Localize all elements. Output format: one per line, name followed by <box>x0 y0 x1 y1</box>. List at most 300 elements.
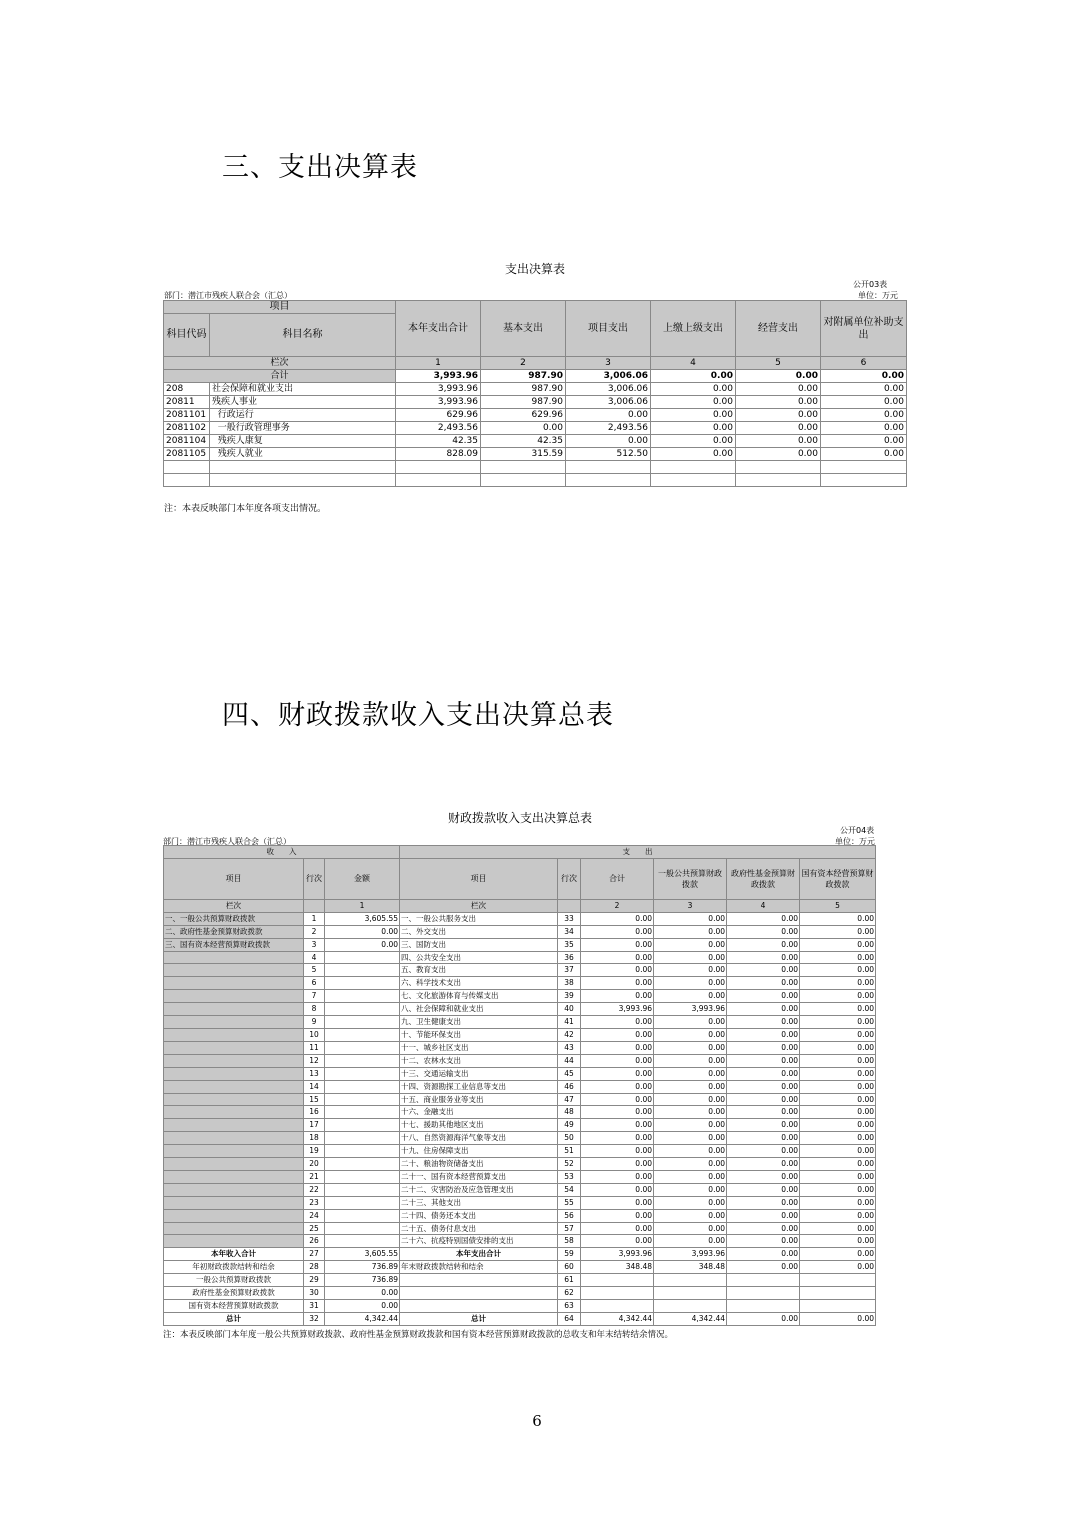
expense-value: 0.00 <box>727 1028 800 1041</box>
header-expense: 支 出 <box>400 846 876 859</box>
expense-value: 0.00 <box>727 1067 800 1080</box>
table-row <box>164 1235 876 1248</box>
line-no: 41 <box>558 1016 581 1029</box>
value-cell: 0.00 <box>736 448 821 461</box>
expense-value: 0.00 <box>800 1196 876 1209</box>
table-row <box>164 1145 876 1158</box>
expense-item: 四、公共安全支出 <box>400 951 558 964</box>
value-cell: 0.00 <box>651 435 736 448</box>
expense-value: 0.00 <box>654 1183 727 1196</box>
line-no: 10 <box>304 1028 325 1041</box>
expense-value: 0.00 <box>581 1158 654 1171</box>
table-row <box>164 1119 876 1132</box>
expense-value: 0.00 <box>581 925 654 938</box>
value-cell: 0.00 <box>736 409 821 422</box>
table-row <box>164 1028 876 1041</box>
lanci-label: 栏次 <box>164 899 304 912</box>
lanci-num: 4 <box>727 899 800 912</box>
table-row <box>164 1312 876 1325</box>
expense-value: 0.00 <box>654 1016 727 1029</box>
table-row <box>164 1248 876 1261</box>
expense-value: 0.00 <box>727 1158 800 1171</box>
income-item <box>164 1041 304 1054</box>
income-amount <box>325 1235 400 1248</box>
income-item <box>164 1235 304 1248</box>
expense-value: 0.00 <box>800 964 876 977</box>
header-project: 项目 <box>164 301 396 314</box>
expense-value <box>800 1274 876 1287</box>
expense-value: 0.00 <box>800 925 876 938</box>
total-value: 0.00 <box>651 370 736 383</box>
lanci-num: 1 <box>396 357 481 370</box>
income-amount: 736.89 <box>325 1261 400 1274</box>
line-no: 14 <box>304 1080 325 1093</box>
line-no: 13 <box>304 1067 325 1080</box>
expense-value: 0.00 <box>654 990 727 1003</box>
income-item: 国有资本经营预算财政拨款 <box>164 1300 304 1313</box>
value-cell: 0.00 <box>566 409 651 422</box>
lanci-num: 2 <box>481 357 566 370</box>
income-item: 政府性基金预算财政拨款 <box>164 1287 304 1300</box>
total-value: 0.00 <box>736 370 821 383</box>
expense-value: 0.00 <box>581 964 654 977</box>
expense-item: 五、教育支出 <box>400 964 558 977</box>
expense-value: 4,342.44 <box>654 1312 727 1325</box>
table-row <box>164 964 876 977</box>
expense-item: 十一、城乡社区支出 <box>400 1041 558 1054</box>
line-no: 39 <box>558 990 581 1003</box>
line-no: 9 <box>304 1016 325 1029</box>
table-row <box>164 409 907 422</box>
line-no: 48 <box>558 1106 581 1119</box>
expense-value: 0.00 <box>727 1054 800 1067</box>
expense-value: 0.00 <box>800 912 876 925</box>
header-code: 科目代码 <box>164 314 210 357</box>
expense-value: 0.00 <box>654 1028 727 1041</box>
income-item <box>164 1054 304 1067</box>
table-row <box>164 1300 876 1313</box>
value-cell: 2,493.56 <box>566 422 651 435</box>
line-no: 30 <box>304 1287 325 1300</box>
expense-value: 0.00 <box>581 912 654 925</box>
value-cell: 0.00 <box>821 422 907 435</box>
income-amount <box>325 1028 400 1041</box>
expense-value: 0.00 <box>654 1067 727 1080</box>
value-cell: 0.00 <box>651 448 736 461</box>
expense-value: 0.00 <box>654 951 727 964</box>
table2-form-no: 公开04表 <box>840 826 875 835</box>
table2-unit: 单位：万元 <box>835 837 875 846</box>
table1-form-no: 公开03表 <box>853 280 888 289</box>
expense-value: 0.00 <box>800 1158 876 1171</box>
lanci-num: 2 <box>581 899 654 912</box>
section4-title: 四、财政拨款收入支出决算总表 <box>222 700 614 731</box>
value-cell: 987.90 <box>481 383 566 396</box>
income-amount <box>325 1132 400 1145</box>
expense-item: 十九、住房保障支出 <box>400 1145 558 1158</box>
expense-value <box>654 1287 727 1300</box>
value-cell: 0.00 <box>821 409 907 422</box>
income-amount <box>325 1183 400 1196</box>
line-no: 49 <box>558 1119 581 1132</box>
expense-value: 0.00 <box>727 1170 800 1183</box>
expense-item: 二十五、债务付息支出 <box>400 1222 558 1235</box>
expense-value <box>654 1300 727 1313</box>
expense-value: 0.00 <box>654 938 727 951</box>
table-row <box>164 1067 876 1080</box>
expense-value: 3,993.96 <box>581 1248 654 1261</box>
income-amount <box>325 1209 400 1222</box>
line-no: 23 <box>304 1196 325 1209</box>
expense-value: 0.00 <box>800 1132 876 1145</box>
income-amount: 0.00 <box>325 925 400 938</box>
expense-value: 0.00 <box>800 1003 876 1016</box>
subject-name: 残疾人康复 <box>210 435 396 448</box>
expense-value: 0.00 <box>581 1170 654 1183</box>
income-amount: 4,342.44 <box>325 1312 400 1325</box>
expense-value <box>800 1300 876 1313</box>
expense-value: 0.00 <box>581 1028 654 1041</box>
line-no: 40 <box>558 1003 581 1016</box>
table1-unit: 单位：万元 <box>858 291 898 300</box>
expense-value: 0.00 <box>800 951 876 964</box>
income-item <box>164 1080 304 1093</box>
expense-value: 0.00 <box>800 1067 876 1080</box>
table-row <box>164 1183 876 1196</box>
value-cell: 0.00 <box>736 383 821 396</box>
expense-item: 十、节能环保支出 <box>400 1028 558 1041</box>
expense-value: 0.00 <box>654 1196 727 1209</box>
income-amount <box>325 1222 400 1235</box>
income-amount <box>325 964 400 977</box>
line-no: 31 <box>304 1300 325 1313</box>
expense-value: 0.00 <box>800 1312 876 1325</box>
expense-value: 348.48 <box>581 1261 654 1274</box>
value-cell: 0.00 <box>736 396 821 409</box>
lanci-num: 3 <box>654 899 727 912</box>
income-item: 二、政府性基金预算财政拨款 <box>164 925 304 938</box>
lanci-label: 栏次 <box>164 357 396 370</box>
expense-value: 0.00 <box>581 1041 654 1054</box>
table-row <box>164 925 876 938</box>
line-no: 21 <box>304 1170 325 1183</box>
value-cell: 0.00 <box>821 383 907 396</box>
income-item: 本年收入合计 <box>164 1248 304 1261</box>
page-number: 6 <box>532 1412 542 1430</box>
expense-value: 0.00 <box>581 1119 654 1132</box>
header-state-capital: 国有资本经营预算财政拨款 <box>800 858 876 899</box>
expense-value: 0.00 <box>581 1222 654 1235</box>
income-amount <box>325 1158 400 1171</box>
expense-item: 七、文化旅游体育与传媒支出 <box>400 990 558 1003</box>
table-row <box>164 1003 876 1016</box>
value-cell: 0.00 <box>651 409 736 422</box>
expense-item: 六、科学技术支出 <box>400 977 558 990</box>
value-cell: 0.00 <box>651 383 736 396</box>
expense-item: 十四、资源勘探工业信息等支出 <box>400 1080 558 1093</box>
value-cell: 0.00 <box>821 448 907 461</box>
line-no: 47 <box>558 1093 581 1106</box>
expense-value: 0.00 <box>800 1261 876 1274</box>
line-no: 54 <box>558 1183 581 1196</box>
expense-value: 0.00 <box>727 1248 800 1261</box>
line-no: 64 <box>558 1312 581 1325</box>
table-row <box>164 977 876 990</box>
line-no: 55 <box>558 1196 581 1209</box>
income-amount <box>325 1119 400 1132</box>
table-row <box>164 1158 876 1171</box>
income-item: 一、一般公共预算财政拨款 <box>164 912 304 925</box>
expense-value: 0.00 <box>800 977 876 990</box>
expense-value: 0.00 <box>800 1041 876 1054</box>
expense-value: 0.00 <box>800 938 876 951</box>
expense-value: 0.00 <box>654 1119 727 1132</box>
table-row <box>164 912 876 925</box>
subject-code: 2081105 <box>164 448 210 461</box>
lanci-num: 3 <box>566 357 651 370</box>
expense-item <box>400 1287 558 1300</box>
table-row <box>164 1170 876 1183</box>
expense-value: 0.00 <box>800 1222 876 1235</box>
table-row <box>164 422 907 435</box>
income-item <box>164 1196 304 1209</box>
subject-name: 一般行政管理事务 <box>210 422 396 435</box>
line-no: 5 <box>304 964 325 977</box>
line-no: 17 <box>304 1119 325 1132</box>
line-no: 42 <box>558 1028 581 1041</box>
line-no: 28 <box>304 1261 325 1274</box>
section3-title: 三、支出决算表 <box>222 152 418 183</box>
expense-value: 0.00 <box>654 1170 727 1183</box>
expense-value: 0.00 <box>727 1080 800 1093</box>
table-row <box>164 1287 876 1300</box>
expense-item: 二十三、其他支出 <box>400 1196 558 1209</box>
expense-value: 0.00 <box>727 1261 800 1274</box>
line-no: 43 <box>558 1041 581 1054</box>
income-amount <box>325 1067 400 1080</box>
line-no: 61 <box>558 1274 581 1287</box>
value-cell: 0.00 <box>566 435 651 448</box>
income-item: 年初财政拨款结转和结余 <box>164 1261 304 1274</box>
expense-item: 二十二、灾害防治及应急管理支出 <box>400 1183 558 1196</box>
line-no: 56 <box>558 1209 581 1222</box>
expense-value: 0.00 <box>581 1145 654 1158</box>
line-no: 16 <box>304 1106 325 1119</box>
table-row <box>164 1093 876 1106</box>
value-cell: 629.96 <box>481 409 566 422</box>
table-row <box>164 1054 876 1067</box>
income-amount: 0.00 <box>325 1287 400 1300</box>
expense-value: 0.00 <box>581 1067 654 1080</box>
table-row <box>164 1222 876 1235</box>
line-no: 18 <box>304 1132 325 1145</box>
expense-value: 0.00 <box>581 1183 654 1196</box>
income-item <box>164 951 304 964</box>
expense-value: 0.00 <box>581 1209 654 1222</box>
value-cell: 42.35 <box>481 435 566 448</box>
expense-value: 0.00 <box>727 1209 800 1222</box>
income-item <box>164 1170 304 1183</box>
expense-value: 0.00 <box>581 1235 654 1248</box>
expense-value: 0.00 <box>800 1248 876 1261</box>
line-no: 6 <box>304 977 325 990</box>
income-item <box>164 1067 304 1080</box>
value-cell: 987.90 <box>481 396 566 409</box>
line-no: 59 <box>558 1248 581 1261</box>
line-no: 27 <box>304 1248 325 1261</box>
total-value: 0.00 <box>821 370 907 383</box>
line-no: 1 <box>304 912 325 925</box>
expense-value: 0.00 <box>727 925 800 938</box>
line-no: 60 <box>558 1261 581 1274</box>
table-row <box>164 1080 876 1093</box>
income-item <box>164 1016 304 1029</box>
expense-item: 三、国防支出 <box>400 938 558 951</box>
income-item <box>164 977 304 990</box>
expense-item: 二、外交支出 <box>400 925 558 938</box>
expense-value: 0.00 <box>581 1016 654 1029</box>
header-amount: 金额 <box>325 858 400 899</box>
line-no: 46 <box>558 1080 581 1093</box>
total-value: 3,993.96 <box>396 370 481 383</box>
expense-item: 十八、自然资源海洋气象等支出 <box>400 1132 558 1145</box>
table-row <box>164 1041 876 1054</box>
expense-value: 0.00 <box>654 1106 727 1119</box>
expense-item: 总计 <box>400 1312 558 1325</box>
income-amount <box>325 1170 400 1183</box>
table-row <box>164 448 907 461</box>
line-no: 2 <box>304 925 325 938</box>
income-item <box>164 1119 304 1132</box>
expense-value: 4,342.44 <box>581 1312 654 1325</box>
income-item <box>164 1093 304 1106</box>
expense-value: 3,993.96 <box>654 1248 727 1261</box>
total-value: 987.90 <box>481 370 566 383</box>
line-no: 62 <box>558 1287 581 1300</box>
income-item <box>164 1106 304 1119</box>
value-cell: 828.09 <box>396 448 481 461</box>
table-row <box>164 396 907 409</box>
lanci-num: 6 <box>821 357 907 370</box>
table-row <box>164 435 907 448</box>
expense-value: 0.00 <box>800 990 876 1003</box>
value-cell: 3,993.96 <box>396 396 481 409</box>
expense-value <box>727 1274 800 1287</box>
income-item <box>164 964 304 977</box>
income-amount: 3,605.55 <box>325 912 400 925</box>
expense-value: 0.00 <box>581 938 654 951</box>
header-col: 上缴上级支出 <box>651 301 736 357</box>
subject-code: 2081102 <box>164 422 210 435</box>
line-no: 24 <box>304 1209 325 1222</box>
expense-value: 0.00 <box>727 1041 800 1054</box>
subject-code: 2081101 <box>164 409 210 422</box>
expense-value: 0.00 <box>727 1235 800 1248</box>
subject-name: 残疾人就业 <box>210 448 396 461</box>
expense-value: 0.00 <box>581 1054 654 1067</box>
value-cell: 0.00 <box>736 422 821 435</box>
expense-value <box>654 1274 727 1287</box>
header-gov-fund: 政府性基金预算财政拨款 <box>727 858 800 899</box>
value-cell: 3,993.96 <box>396 383 481 396</box>
expense-value: 0.00 <box>800 1016 876 1029</box>
line-no: 58 <box>558 1235 581 1248</box>
expense-value: 0.00 <box>800 1093 876 1106</box>
expense-value: 0.00 <box>800 1119 876 1132</box>
table2-dept: 部门：潜江市残疾人联合会（汇总） <box>163 837 291 846</box>
table-row <box>164 1106 876 1119</box>
expense-value <box>581 1274 654 1287</box>
table-row <box>164 938 876 951</box>
income-item <box>164 1028 304 1041</box>
expense-item <box>400 1274 558 1287</box>
income-item <box>164 1132 304 1145</box>
table1-note: 注：本表反映部门本年度各项支出情况。 <box>164 504 327 514</box>
income-item: 三、国有资本经营预算财政拨款 <box>164 938 304 951</box>
value-cell: 512.50 <box>566 448 651 461</box>
expense-value: 0.00 <box>727 938 800 951</box>
line-no: 12 <box>304 1054 325 1067</box>
subject-code: 20811 <box>164 396 210 409</box>
header-col: 对附属单位补助支出 <box>821 301 907 357</box>
income-amount <box>325 1196 400 1209</box>
table2-title: 财政拨款收入支出决算总表 <box>447 811 592 825</box>
table-row <box>164 1261 876 1274</box>
expense-value: 0.00 <box>727 1016 800 1029</box>
expense-item: 二十一、国有资本经营预算支出 <box>400 1170 558 1183</box>
expense-value: 0.00 <box>800 1209 876 1222</box>
line-no: 3 <box>304 938 325 951</box>
line-no: 8 <box>304 1003 325 1016</box>
value-cell: 42.35 <box>396 435 481 448</box>
table2-note: 注：本表反映部门本年度一般公共预算财政拨款、政府性基金预算财政拨款和国有资本经营预算财政拨款的总收支和年末结转结余情况。 <box>163 1330 674 1340</box>
expense-value: 0.00 <box>727 977 800 990</box>
expense-value: 0.00 <box>654 977 727 990</box>
income-amount <box>325 990 400 1003</box>
income-item <box>164 990 304 1003</box>
header-name: 科目名称 <box>210 314 396 357</box>
header-col: 经营支出 <box>736 301 821 357</box>
expense-item: 十三、交通运输支出 <box>400 1067 558 1080</box>
expense-value: 0.00 <box>800 1080 876 1093</box>
income-amount: 736.89 <box>325 1274 400 1287</box>
total-label: 合计 <box>164 370 396 383</box>
expense-value: 0.00 <box>654 1041 727 1054</box>
expense-value: 0.00 <box>581 951 654 964</box>
header-line2: 行次 <box>558 858 581 899</box>
expense-value: 0.00 <box>654 1132 727 1145</box>
lanci-num: 5 <box>800 899 876 912</box>
expense-value: 0.00 <box>727 990 800 1003</box>
expense-value: 0.00 <box>581 1132 654 1145</box>
expense-value: 0.00 <box>727 964 800 977</box>
expense-value: 0.00 <box>727 1003 800 1016</box>
expense-value: 0.00 <box>727 1196 800 1209</box>
expense-value: 0.00 <box>654 1209 727 1222</box>
line-no: 22 <box>304 1183 325 1196</box>
expense-value: 0.00 <box>654 1093 727 1106</box>
expense-item: 一、一般公共服务支出 <box>400 912 558 925</box>
expense-value: 0.00 <box>654 925 727 938</box>
line-no: 53 <box>558 1170 581 1183</box>
expense-item: 九、卫生健康支出 <box>400 1016 558 1029</box>
expense-value <box>581 1287 654 1300</box>
expense-value: 0.00 <box>727 1183 800 1196</box>
line-no: 35 <box>558 938 581 951</box>
expense-value: 0.00 <box>727 1093 800 1106</box>
lanci-num: 5 <box>736 357 821 370</box>
expense-value <box>581 1300 654 1313</box>
